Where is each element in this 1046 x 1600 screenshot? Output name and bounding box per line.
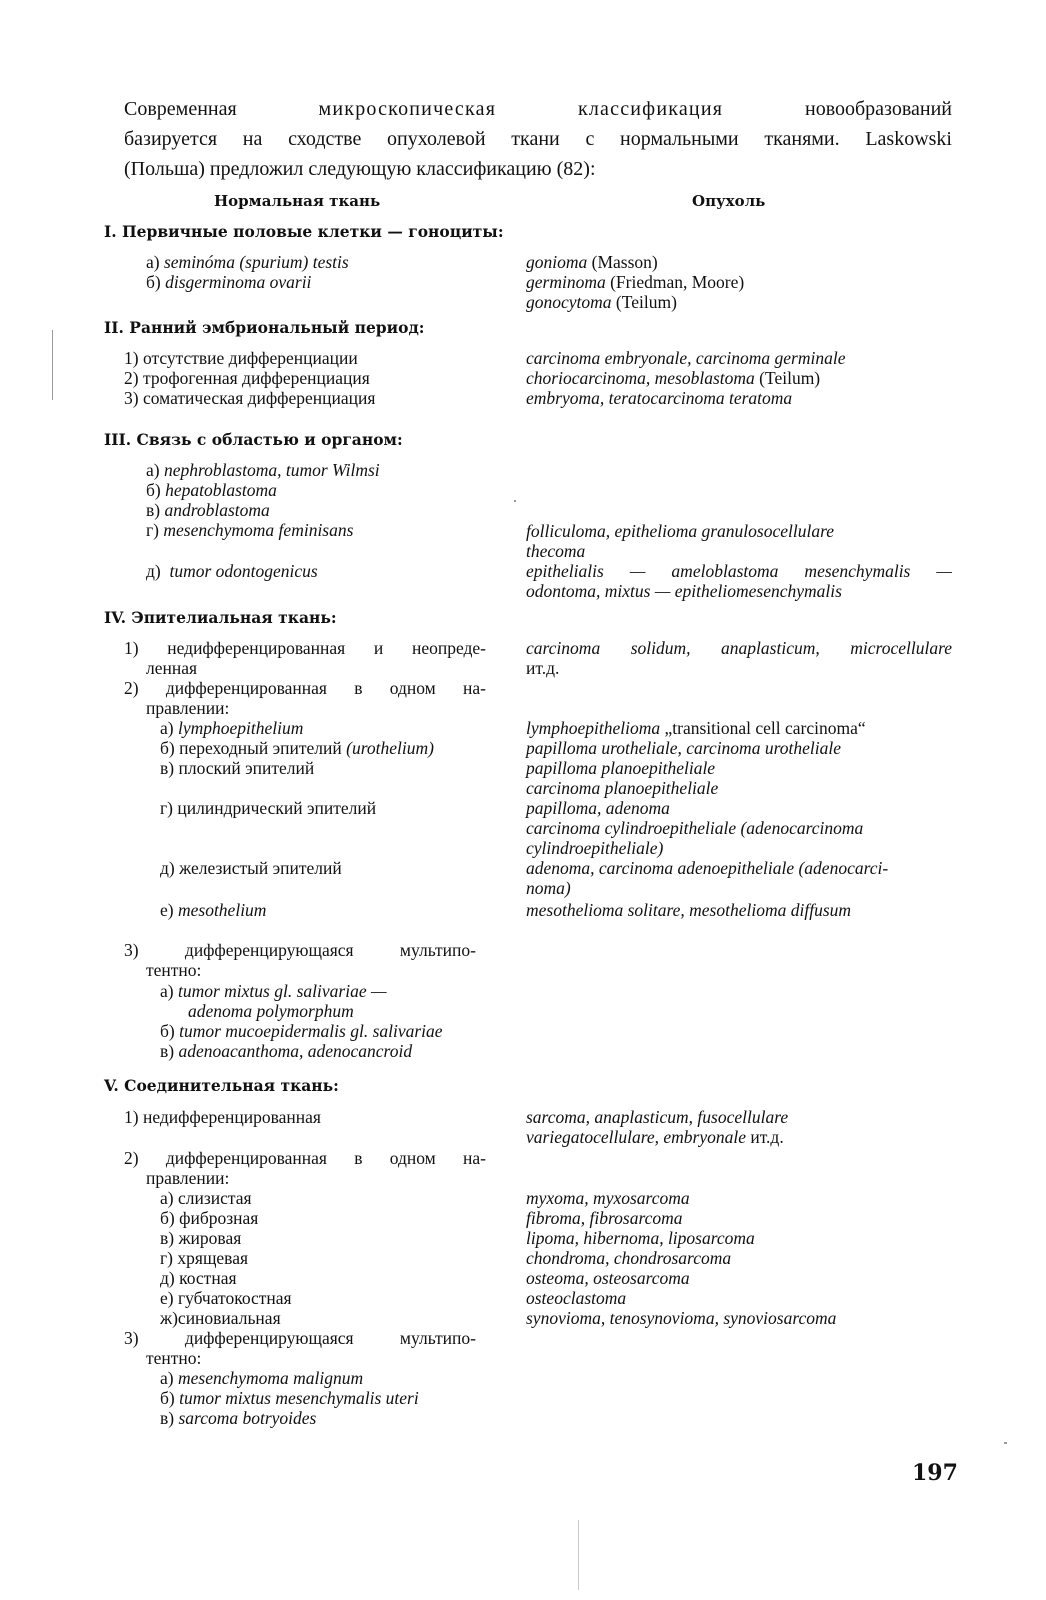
left-entry: тентно:: [146, 960, 202, 980]
entry-text: adenoacanthoma, adenocancroid: [178, 1041, 413, 1061]
entry-marker: ж): [160, 1308, 178, 1328]
tumor-name-alt: „transitional cell carcinoma“: [660, 718, 866, 738]
section-heading: IV. Эпителиальная ткань:: [104, 608, 337, 627]
left-entry: [160, 1208, 258, 1228]
intro-line-1: [124, 94, 952, 124]
intro-word: Современная: [124, 98, 237, 120]
left-entry: [146, 272, 311, 292]
entry-text: mesenchymoma malignum: [177, 1368, 364, 1388]
tumor-name: variegatocellulare, embryonale: [526, 1127, 746, 1147]
entry-marker: е): [160, 1288, 174, 1308]
entry-marker: б): [146, 272, 161, 292]
tumor-name: gonocytoma: [526, 292, 612, 312]
entry-marker: в): [160, 1408, 175, 1428]
entry-marker: б): [160, 1208, 175, 1228]
right-entry: myxoma, myxosarcoma: [526, 1188, 690, 1208]
right-entry: embryoma, teratocarcinoma teratoma: [526, 388, 793, 408]
entry-text: hepatoblastoma: [165, 480, 277, 500]
entry-text: sarcoma botryoides: [178, 1408, 317, 1428]
entry-marker: г): [160, 1248, 174, 1268]
right-entry: odontoma, mixtus — epitheliomesenchymalis: [526, 581, 842, 601]
entry-text: mesenchymoma feminisans: [163, 520, 354, 540]
section-heading: V. Соединительная ткань:: [104, 1076, 339, 1095]
entry-text: синовиальная: [177, 1308, 281, 1328]
left-entry: [160, 758, 314, 778]
entry-marker: в): [160, 1041, 175, 1061]
entry-marker: г): [160, 798, 174, 818]
right-entry: thecoma: [526, 541, 586, 561]
entry-marker: а): [146, 252, 160, 272]
entry-marker: б): [160, 1388, 175, 1408]
intro-word: новообразований: [804, 98, 952, 120]
entry-text: tumor mucoepidermalis gl. salivariae: [179, 1021, 443, 1041]
scan-artifact-line: [52, 330, 53, 400]
left-entry: [160, 1228, 241, 1248]
entry-line: 3) дифференцирующаяся мультипо-: [124, 1328, 476, 1348]
author: (Friedman, Moore): [605, 272, 745, 292]
entry-marker: в): [146, 500, 161, 520]
entry-text: плоский эпителий: [178, 758, 315, 778]
author: (Teilum): [611, 292, 677, 312]
left-entry: правлении:: [146, 698, 230, 718]
section-heading: III. Связь с областью и органом:: [104, 430, 403, 449]
right-entry: papilloma urotheliale, carcinoma urotheliale: [526, 738, 841, 758]
right-entry: osteoclastoma: [526, 1288, 627, 1308]
section-heading: II. Ранний эмбриональный период:: [104, 318, 425, 337]
right-entry: noma): [526, 878, 571, 898]
entry-marker: д): [160, 858, 175, 878]
left-entry: 2) трофогенная дифференциация: [124, 368, 370, 388]
entry-text: seminóma (spurium) testis: [163, 252, 349, 272]
scan-artifact-dot: [514, 500, 516, 502]
entry-line: 3) дифференцирующаяся мультипо-: [124, 940, 476, 960]
left-entry: [124, 638, 486, 658]
entry-text: слизистая: [177, 1188, 252, 1208]
right-entry: [526, 718, 956, 738]
intro-line-3: (Польша) предложил следующую классификацию (82):: [124, 158, 596, 180]
right-entry-line: carcinoma solidum, anaplasticum, microcellulare: [526, 638, 952, 658]
left-entry: тентно:: [146, 1348, 202, 1368]
entry-text: tumor mixtus mesenchymalis uteri: [179, 1388, 419, 1408]
right-entry: [526, 252, 956, 272]
left-entry: 3) соматическая дифференциация: [124, 388, 376, 408]
entry-text: переходный эпителий: [179, 738, 342, 758]
entry-marker: е): [160, 900, 174, 920]
intro-paragraph: [124, 94, 952, 184]
left-entry: правлении:: [146, 1168, 230, 1188]
tumor-name: gonioma: [526, 252, 588, 272]
right-entry: [526, 368, 956, 388]
entry-text: disgerminoma ovarii: [165, 272, 312, 292]
left-entry: [160, 1388, 419, 1408]
entry-text: жировая: [178, 1228, 242, 1248]
left-entry: [146, 252, 349, 272]
left-entry: [160, 1368, 363, 1388]
right-entry: mesothelioma solitare, mesothelioma diffusum: [526, 900, 852, 920]
left-entry: adenoma polymorphum: [188, 1001, 354, 1021]
entry-marker: г): [146, 520, 160, 540]
right-entry: papilloma, adenoma: [526, 798, 670, 818]
left-entry: [160, 900, 266, 920]
right-entry: carcinoma cylindroepitheliale (adenocarcinoma: [526, 818, 864, 838]
left-entry: [146, 480, 277, 500]
page-number: 197: [912, 1460, 958, 1486]
left-entry: [146, 520, 353, 540]
tumor-name: lymphoepithelioma: [526, 718, 661, 738]
left-entry: [160, 1268, 237, 1288]
entry-line: 2) дифференцированная в одном на-: [124, 1148, 486, 1168]
entry-marker: в): [160, 1228, 175, 1248]
column-header-normal-tissue: Нормальная ткань: [214, 192, 381, 210]
right-entry: osteoma, osteosarcoma: [526, 1268, 690, 1288]
right-entry: [526, 638, 952, 658]
entry-marker: в): [160, 758, 175, 778]
right-entry: cylindroepitheliale): [526, 838, 664, 858]
left-entry: [160, 1248, 248, 1268]
entry-line: 2) дифференцированная в одном на-: [124, 678, 486, 698]
entry-text: фиброзная: [179, 1208, 259, 1228]
left-entry: [146, 460, 380, 480]
left-entry: [160, 718, 303, 738]
left-entry: [124, 940, 476, 960]
tumor-name: choriocarcinoma, mesoblastoma: [526, 368, 755, 388]
intro-word: классификация: [577, 98, 724, 120]
entry-line: 1) недифференцированная и неопреде-: [124, 638, 486, 658]
entry-marker: а): [160, 981, 174, 1001]
entry-marker: а): [160, 718, 174, 738]
scan-artifact-dot: [1004, 1442, 1007, 1444]
entry-text: костная: [179, 1268, 237, 1288]
author: (Teilum): [754, 368, 821, 388]
entry-text: tumor odontogenicus: [169, 561, 318, 581]
right-entry-line: epithelialis — ameloblastoma mesenchymalis —: [526, 561, 952, 581]
right-entry: carcinoma planoepitheliale: [526, 778, 719, 798]
right-entry: papilloma planoepitheliale: [526, 758, 716, 778]
author: (Masson): [587, 252, 658, 272]
right-entry: carcinoma embryonale, carcinoma germinale: [526, 348, 846, 368]
right-entry: adenoma, carcinoma adenoepitheliale (adenocarci-: [526, 858, 889, 878]
left-entry: 1) недифференцированная: [124, 1107, 321, 1127]
right-entry: synovioma, tenosynovioma, synoviosarcoma: [526, 1308, 837, 1328]
right-entry: sarcoma, anaplasticum, fusocellulare: [526, 1107, 789, 1127]
right-entry: lipoma, hibernoma, liposarcoma: [526, 1228, 755, 1248]
scan-artifact-line: [578, 1520, 579, 1590]
right-entry: ит.д.: [526, 658, 560, 678]
left-entry: [160, 1408, 316, 1428]
entry-marker: д): [160, 1268, 175, 1288]
entry-text: lymphoepithelium: [177, 718, 304, 738]
entry-marker: а): [146, 460, 160, 480]
entry-text: хрящевая: [177, 1248, 249, 1268]
entry-text: цилиндрический эпителий: [177, 798, 377, 818]
entry-marker: б): [160, 1021, 175, 1041]
left-entry: [160, 1041, 412, 1061]
section-heading: I. Первичные половые клетки — гоноциты:: [104, 222, 504, 241]
left-entry: [124, 678, 486, 698]
entry-text: androblastoma: [164, 500, 270, 520]
entry-marker: б): [160, 738, 175, 758]
left-entry: [124, 1148, 486, 1168]
intro-line-2: базируется на сходстве опухолевой ткани с нормальными тканями. Laskowski: [124, 128, 952, 150]
left-entry: [146, 561, 318, 581]
left-entry: [160, 738, 434, 758]
right-entry: [526, 272, 956, 292]
entry-text: nephroblastoma, tumor Wilmsi: [163, 460, 380, 480]
entry-text: tumor mixtus gl. salivariae —: [177, 981, 387, 1001]
right-entry: folliculoma, epithelioma granulosocellulare: [526, 521, 834, 541]
left-entry: [124, 1328, 476, 1348]
column-header-tumor: Опухоль: [692, 192, 766, 210]
left-entry: [160, 798, 376, 818]
left-entry: [160, 1288, 292, 1308]
left-entry: [160, 981, 387, 1001]
left-entry: [160, 858, 342, 878]
left-entry: [160, 1021, 443, 1041]
right-entry: fibroma, fibrosarcoma: [526, 1208, 683, 1228]
left-entry: [160, 1188, 252, 1208]
left-entry: 1) отсутствие дифференциации: [124, 348, 358, 368]
tumor-name: germinoma: [526, 272, 606, 292]
etc: ит.д.: [745, 1127, 784, 1147]
right-entry: [526, 1127, 956, 1147]
left-entry: [146, 500, 270, 520]
entry-marker: а): [160, 1188, 174, 1208]
entry-marker: д): [146, 561, 161, 581]
entry-latin: (urothelium): [346, 738, 434, 758]
entry-marker: б): [146, 480, 161, 500]
right-entry: [526, 561, 952, 581]
entry-text: губчатокостная: [177, 1288, 292, 1308]
intro-word: микроскопическая: [318, 98, 497, 120]
entry-text: железистый эпителий: [179, 858, 342, 878]
right-entry: chondroma, chondrosarcoma: [526, 1248, 732, 1268]
entry-marker: а): [160, 1368, 174, 1388]
left-entry: [160, 1308, 281, 1328]
right-entry: [526, 292, 956, 312]
left-entry: ленная: [146, 658, 198, 678]
entry-text: mesothelium: [177, 900, 267, 920]
